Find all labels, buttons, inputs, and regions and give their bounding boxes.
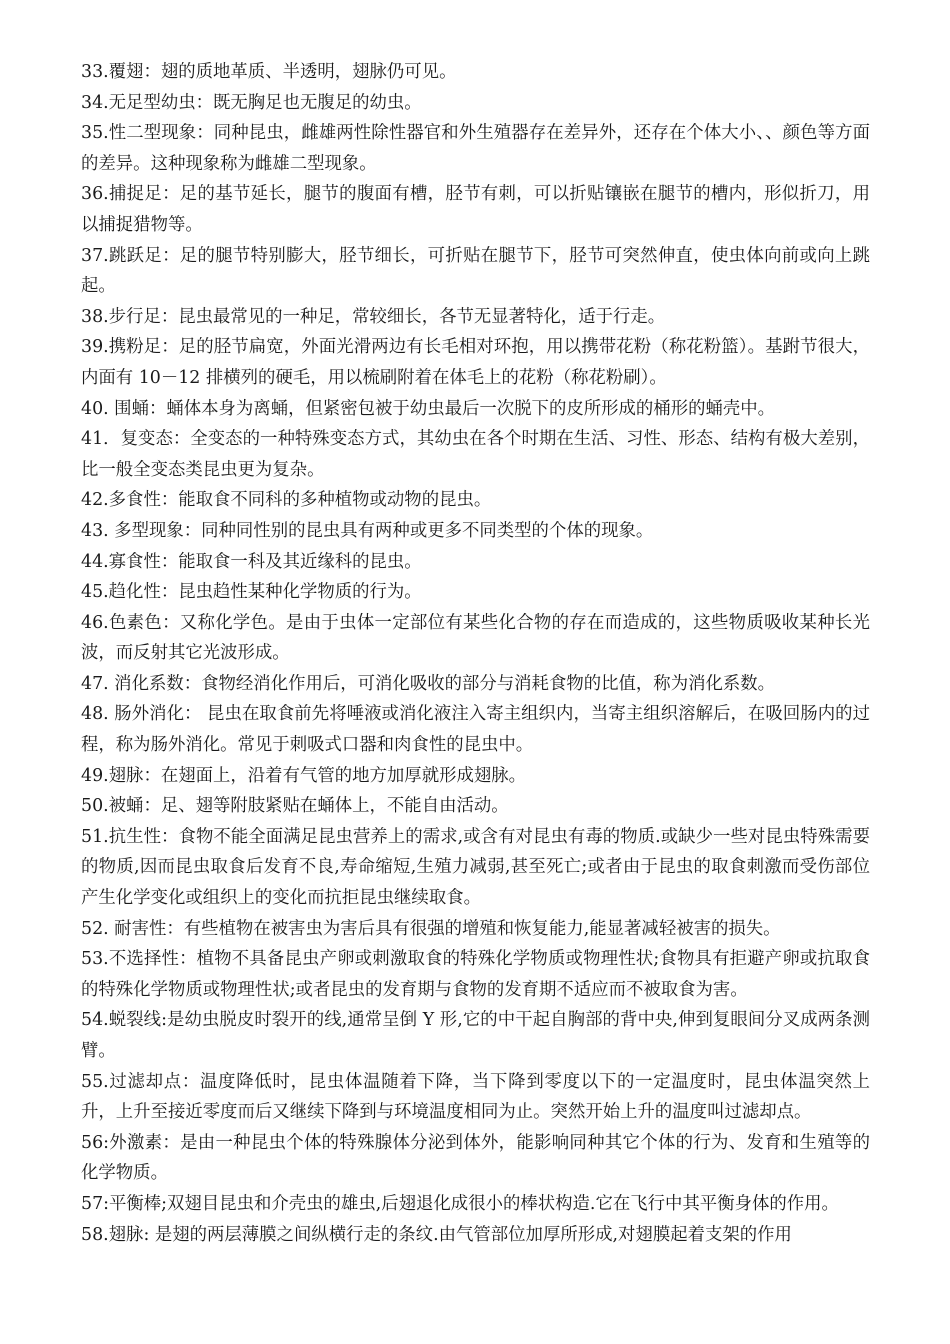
definition-40: 40. 围蛹：蛹体本身为离蛹，但紧密包被于幼虫最后一次脱下的皮所形成的桶形的蛹壳中。 — [81, 398, 776, 419]
definition-37: 37.跳跃足：足的腿节特别膨大，胫节细长，可折贴在腿节下，胫节可突然伸直，使虫体向前或向上跳起。 — [81, 245, 870, 297]
definition-33: 33.覆翅：翅的质地革质、半透明，翅脉仍可见。 — [81, 62, 457, 82]
definition-50: 50.被蛹：足、翅等附肢紧贴在蛹体上，不能自由活动。 — [81, 796, 509, 817]
definition-55: 55.过滤却点：温度降低时，昆虫体温随着下降，当下降到零度以下的一定温度时，昆虫体温突然上升，上升至接近零度而后又继续下降到与环境温度相同为止。突然开始上升的温度叫过滤却点。 — [81, 1071, 870, 1123]
definition-39: 39.携粉足：足的胫节扁宽，外面光滑两边有长毛相对环抱，用以携带花粉（称花粉篮）。基跗节很大，内面有 10－12 排横列的硬毛，用以梳刷附着在体毛上的花粉（称花粉刷）。 — [81, 337, 870, 388]
definition-38: 38.步行足：昆虫最常见的一种足，常较细长，各节无显著特化，适于行走。 — [81, 306, 666, 327]
definition-44: 44.寡食性：能取食一科及其近缘科的昆虫。 — [81, 551, 422, 572]
definition-42: 42.多食性：能取食不同科的多种植物或动物的昆虫。 — [81, 490, 492, 511]
definition-35: 35.性二型现象：同种昆虫，雌雄两性除性器官和外生殖器存在差异外，还存在个体大小、、颜色等方面的差异。这种现象称为雌雄二型现象。 — [81, 123, 870, 174]
definition-51: 51.抗生性：食物不能全面满足昆虫营养上的需求,或含有对昆虫有毒的物质.或缺少一些对昆虫特殊需要的物质,因而昆虫取食后发育不良,寿命缩短,生殖力减弱,甚至死亡;或者由于昆虫的取食刺激而受伤部位产生化学变化或组织上的变化而抗拒昆虫继续取食。 — [81, 826, 870, 909]
definition-47: 47. 消化系数：食物经消化作用后，可消化吸收的部分与消耗食物的比值，称为消化系数。 — [81, 673, 776, 694]
definition-53: 53.不选择性：植物不具备昆虫产卵或刺激取食的特殊化学物质或物理性状;食物具有拒避产卵或抗取食的特殊化学物质或物理性状;或者昆虫的发育期与食物的发育期不适应而不被取食为害。 — [81, 949, 870, 1000]
definition-54: 54.蜕裂线:是幼虫脱皮时裂开的线,通常呈倒 Y 形,它的中干起自胸部的背中央,伸到复眼间分叉成两条测臂。 — [81, 1010, 870, 1061]
definition-52: 52. 耐害性：有些植物在被害虫为害后具有很强的增殖和恢复能力,能显著减轻被害的损失。 — [81, 918, 781, 939]
definition-45: 45.趋化性：昆虫趋性某种化学物质的行为。 — [81, 582, 422, 603]
definition-57: 57:平衡棒;双翅目昆虫和介壳虫的雄虫,后翅退化成很小的棒状构造.它在飞行中其平衡身体的作用。 — [81, 1193, 839, 1214]
definition-56: 56:外激素：是由一种昆虫个体的特殊腺体分泌到体外，能影响同种其它个体的行为、发育和生殖等的化学物质。 — [81, 1132, 870, 1184]
definition-41: 41．复变态：全变态的一种特殊变态方式，其幼虫在各个时期在生活、习性、形态、结构有极大差别，比一般全变态类昆虫更为复杂。 — [81, 429, 870, 480]
definition-46: 46.色素色：又称化学色。是由于虫体一定部位有某些化合物的存在而造成的，这些物质吸收某种长光波，而反射其它光波形成。 — [81, 612, 870, 664]
definition-36: 36.捕捉足：足的基节延长，腿节的腹面有槽，胫节有刺，可以折贴镶嵌在腿节的槽内，形似折刀，用以捕捉猎物等。 — [81, 184, 870, 235]
definition-49: 49.翅脉：在翅面上，沿着有气管的地方加厚就形成翅脉。 — [81, 765, 527, 786]
definition-58: 58.翅脉: 是翅的两层薄膜之间纵横行走的条纹.由气管部位加厚所形成,对翅膜起着支架的作用 — [81, 1224, 792, 1245]
definition-43: 43. 多型现象：同种同性别的昆虫具有两种或更多不同类型的个体的现象。 — [81, 520, 654, 541]
definition-34: 34.无足型幼虫：既无胸足也无腹足的幼虫。 — [81, 92, 422, 113]
definition-48: 48. 肠外消化： 昆虫在取食前先将唾液或消化液注入寄主组织内，当寄主组织溶解后，在吸回肠内的过程，称为肠外消化。常见于刺吸式口器和肉食性的昆虫中。 — [81, 704, 870, 756]
